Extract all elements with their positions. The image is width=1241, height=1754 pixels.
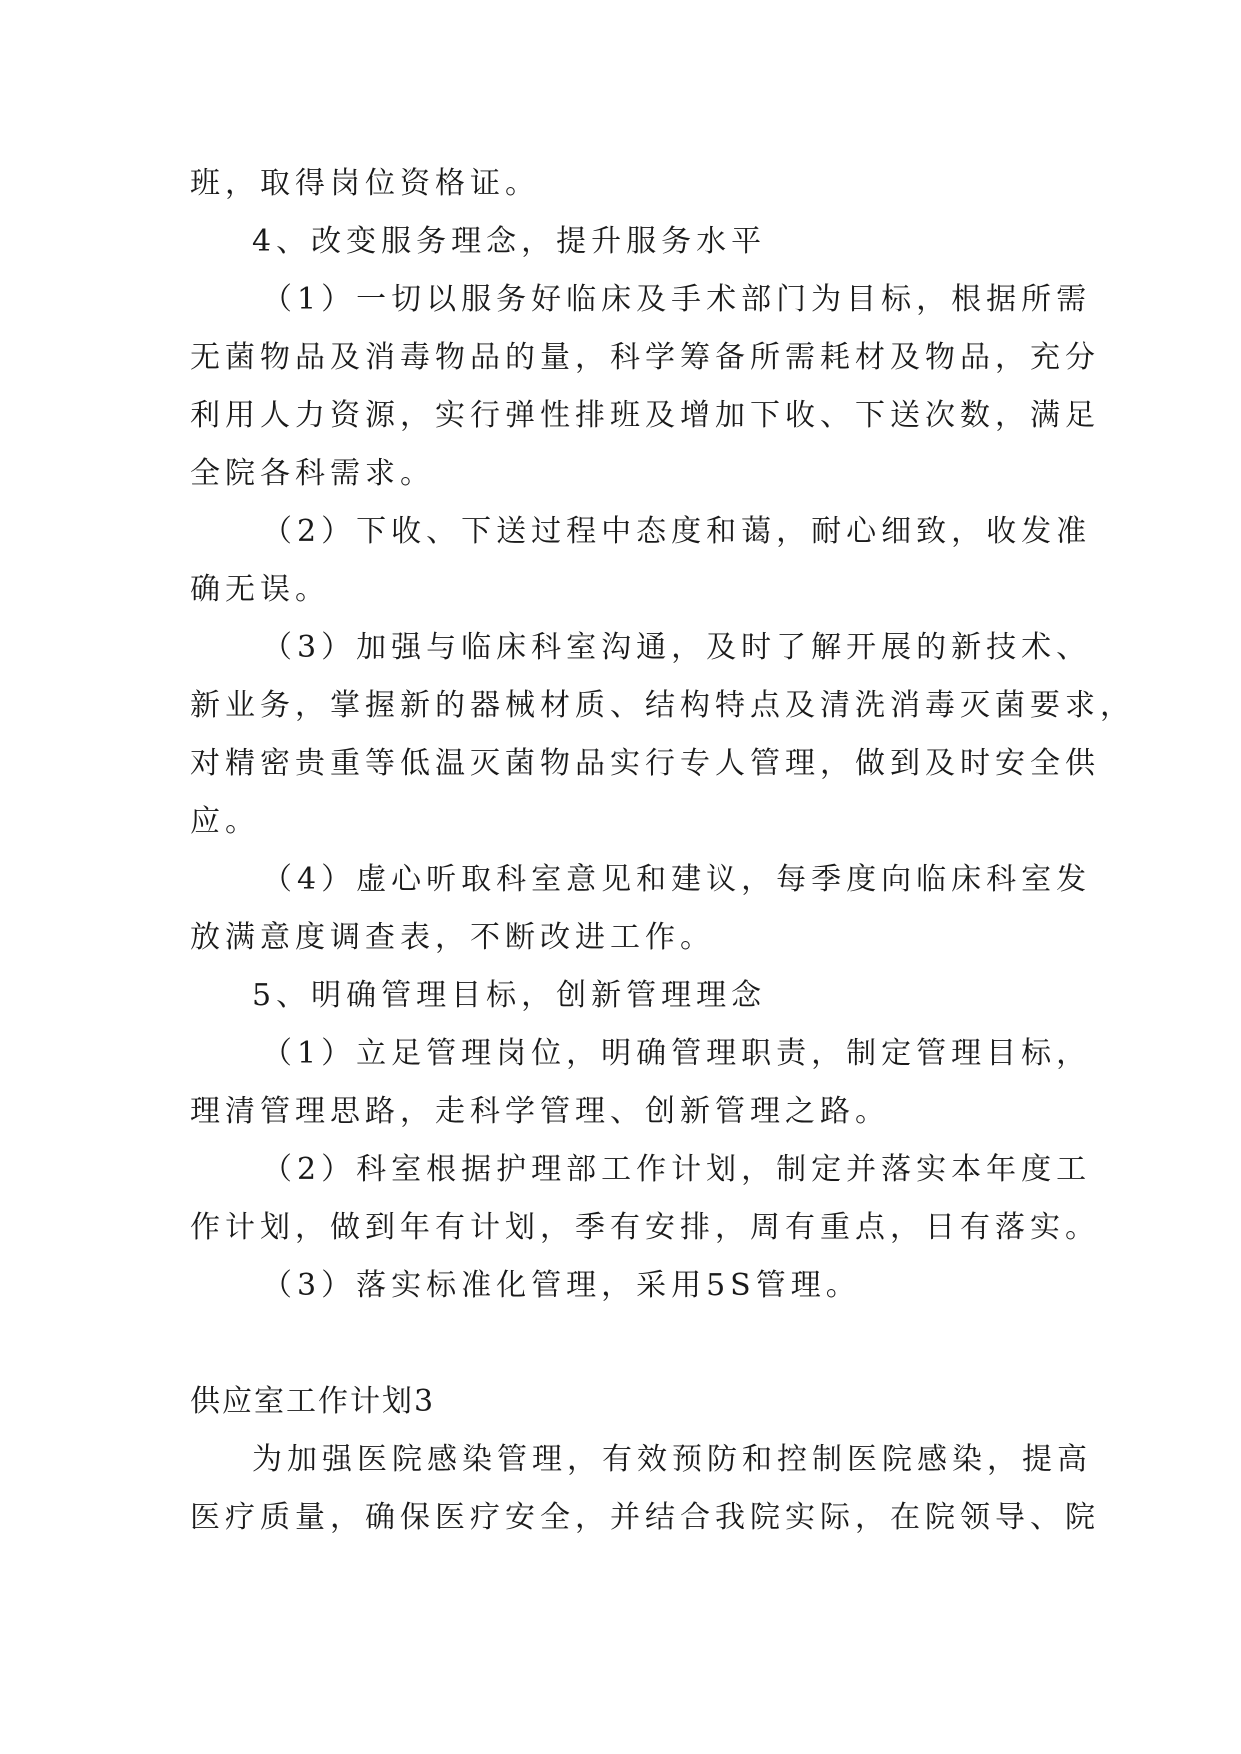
- text-line: 确无误。: [190, 572, 330, 607]
- text-line: 新业务，掌握新的器械材质、结构特点及清洗消毒灭菌要求，: [190, 688, 1135, 723]
- text-line: 利用人力资源，实行弹性排班及增加下收、下送次数，满足: [190, 398, 1100, 433]
- text-line: 作计划，做到年有计划，季有安排，周有重点，日有落实。: [190, 1210, 1100, 1245]
- section-heading: 4、改变服务理念，提升服务水平: [252, 224, 767, 259]
- text-line: （2）下收、下送过程中态度和蔼，耐心细致，收发准: [262, 514, 1092, 549]
- document-title: 供应室工作计划3: [190, 1384, 436, 1419]
- text-line: 医疗质量，确保医疗安全，并结合我院实际，在院领导、院: [190, 1500, 1100, 1535]
- text-line: 无菌物品及消毒物品的量，科学筹备所需耗材及物品，充分: [190, 340, 1100, 375]
- text-line: 全院各科需求。: [190, 456, 435, 491]
- text-line: 放满意度调查表，不断改进工作。: [190, 920, 715, 955]
- text-line: 为加强医院感染管理，有效预防和控制医院感染，提高: [252, 1442, 1092, 1477]
- text-line: （1）立足管理岗位，明确管理职责，制定管理目标，: [262, 1036, 1092, 1071]
- text-line: 对精密贵重等低温灭菌物品实行专人管理，做到及时安全供: [190, 746, 1100, 781]
- text-line: （4）虚心听取科室意见和建议，每季度向临床科室发: [262, 862, 1092, 897]
- text-line: （3）落实标准化管理，采用5S管理。: [262, 1268, 861, 1303]
- text-line: （2）科室根据护理部工作计划，制定并落实本年度工: [262, 1152, 1092, 1187]
- text-line: （1）一切以服务好临床及手术部门为目标，根据所需: [262, 282, 1092, 317]
- section-heading: 5、明确管理目标，创新管理理念: [252, 978, 767, 1013]
- text-line: 应。: [190, 804, 260, 839]
- text-line: 理清管理思路，走科学管理、创新管理之路。: [190, 1094, 890, 1129]
- text-line: （3）加强与临床科室沟通，及时了解开展的新技术、: [262, 630, 1092, 665]
- text-line: 班，取得岗位资格证。: [190, 166, 540, 201]
